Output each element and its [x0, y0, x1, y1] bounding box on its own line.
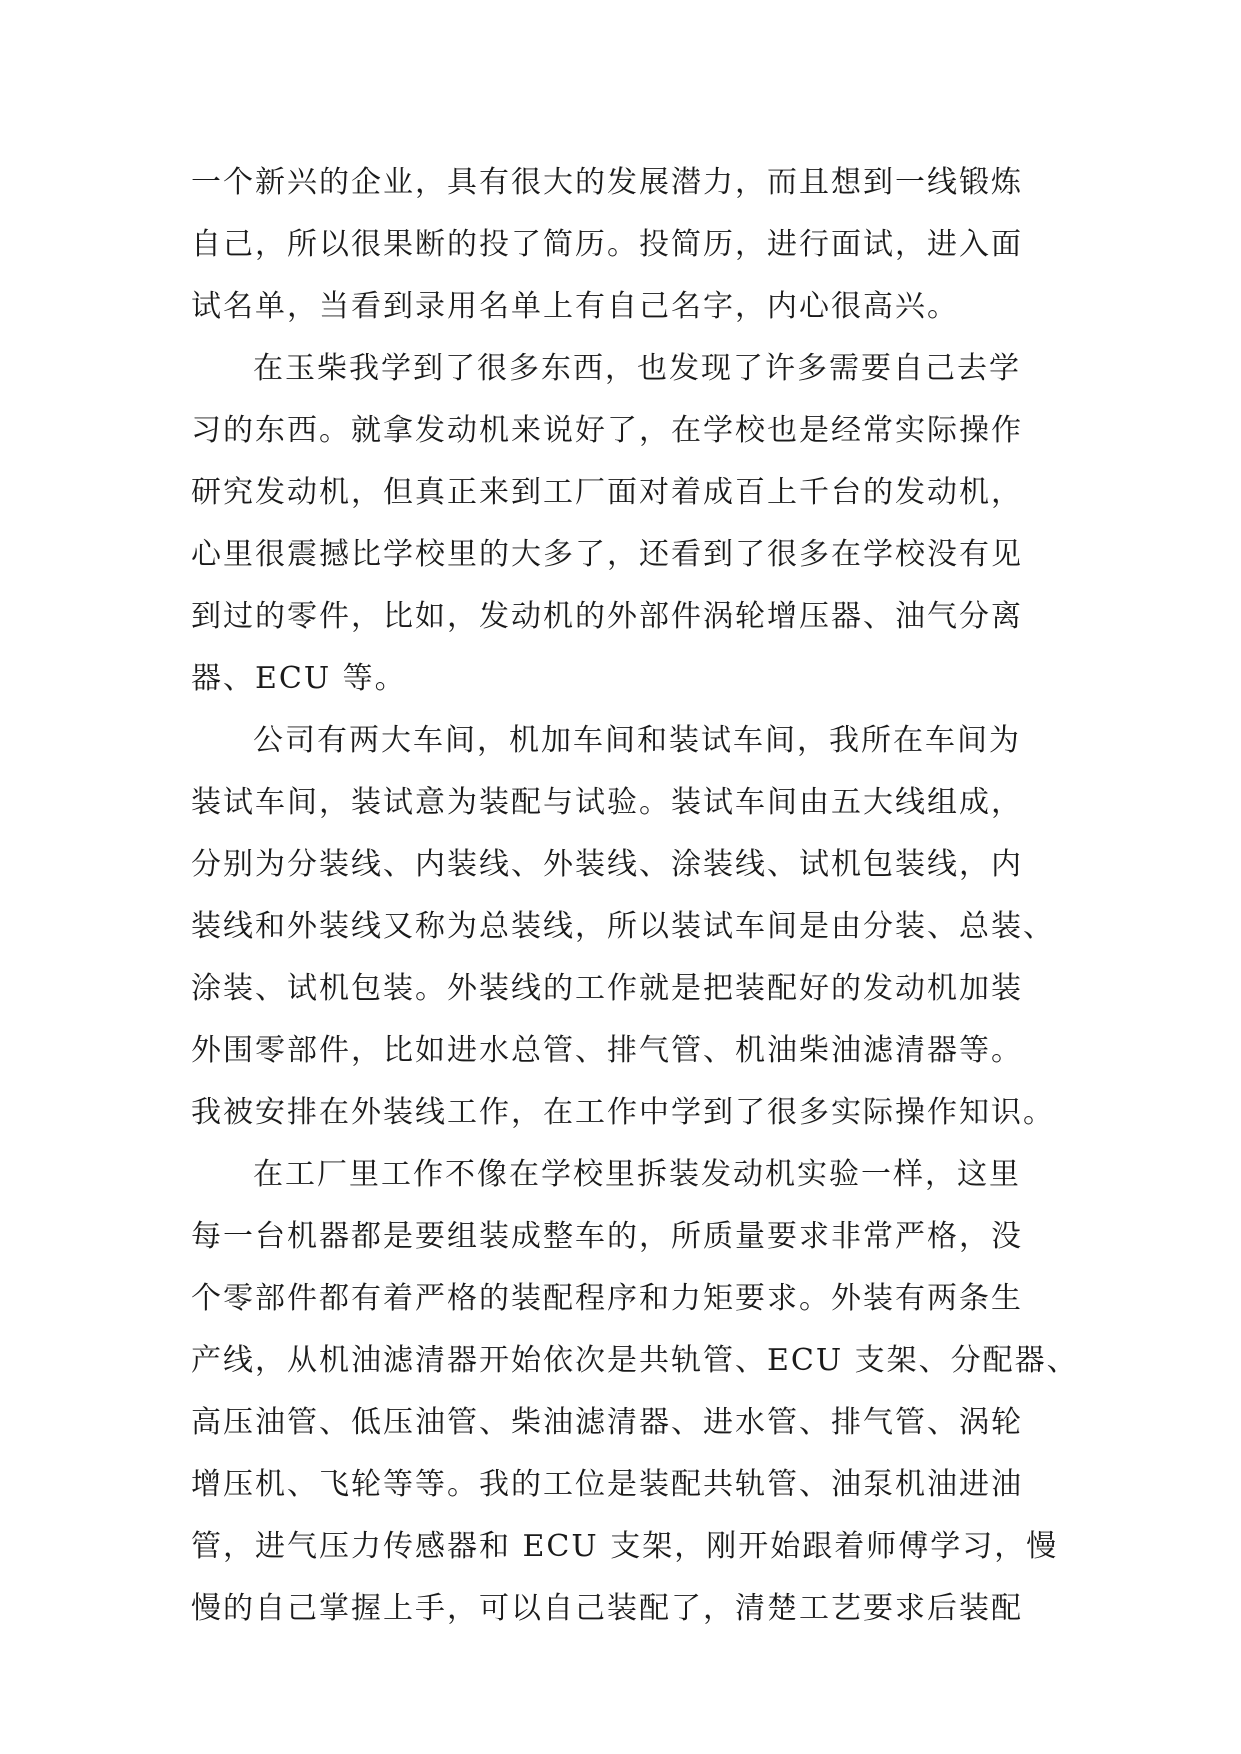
text-line: 高压油管、低压油管、柴油滤清器、进水管、排气管、涡轮: [191, 1405, 1023, 1440]
text-line: 习的东西。就拿发动机来说好了，在学校也是经常实际操作: [191, 413, 1023, 448]
text-line: 到过的零件，比如，发动机的外部件涡轮增压器、油气分离: [191, 599, 1023, 634]
text-line: 自己，所以很果断的投了简历。投简历，进行面试，进入面: [191, 227, 1023, 262]
text-line: 慢的自己掌握上手，可以自己装配了，清楚工艺要求后装配: [191, 1591, 1023, 1626]
text-line: 研究发动机，但真正来到工厂面对着成百上千台的发动机，: [191, 475, 1023, 510]
text-line: 我被安排在外装线工作，在工作中学到了很多实际操作知识。: [191, 1095, 1055, 1130]
text-line: 装线和外装线又称为总装线，所以装试车间是由分装、总装、: [191, 909, 1055, 944]
text-line: 每一台机器都是要组装成整车的，所质量要求非常严格，没: [191, 1219, 1023, 1254]
text-line: 管，进气压力传感器和 ECU 支架，刚开始跟着师傅学习，慢: [191, 1529, 1059, 1564]
text-line: 增压机、飞轮等等。我的工位是装配共轨管、油泵机油进油: [191, 1467, 1023, 1502]
text-line: 一个新兴的企业，具有很大的发展潜力，而且想到一线锻炼: [191, 165, 1023, 200]
text-line: 装试车间，装试意为装配与试验。装试车间由五大线组成，: [191, 785, 1023, 820]
text-line: 心里很震撼比学校里的大多了，还看到了很多在学校没有见: [191, 537, 1023, 572]
paragraph-start-line: 公司有两大车间，机加车间和装试车间，我所在车间为: [253, 723, 1021, 758]
body-text: [191, 152, 1079, 1640]
text-line: 分别为分装线、内装线、外装线、涂装线、试机包装线，内: [191, 847, 1023, 882]
text-line: 个零部件都有着严格的装配程序和力矩要求。外装有两条生: [191, 1281, 1023, 1316]
paragraph-start-line: 在玉柴我学到了很多东西，也发现了许多需要自己去学: [253, 351, 1021, 386]
text-line: 试名单，当看到录用名单上有自己名字，内心很高兴。: [191, 289, 959, 324]
text-line: 器、ECU 等。: [191, 661, 407, 696]
text-line: 外围零部件，比如进水总管、排气管、机油柴油滤清器等。: [191, 1033, 1023, 1068]
text-line: 涂装、试机包装。外装线的工作就是把装配好的发动机加装: [191, 971, 1023, 1006]
paragraph-start-line: 在工厂里工作不像在学校里拆装发动机实验一样，这里: [253, 1157, 1021, 1192]
text-line: 产线，从机油滤清器开始依次是共轨管、ECU 支架、分配器、: [191, 1343, 1079, 1378]
